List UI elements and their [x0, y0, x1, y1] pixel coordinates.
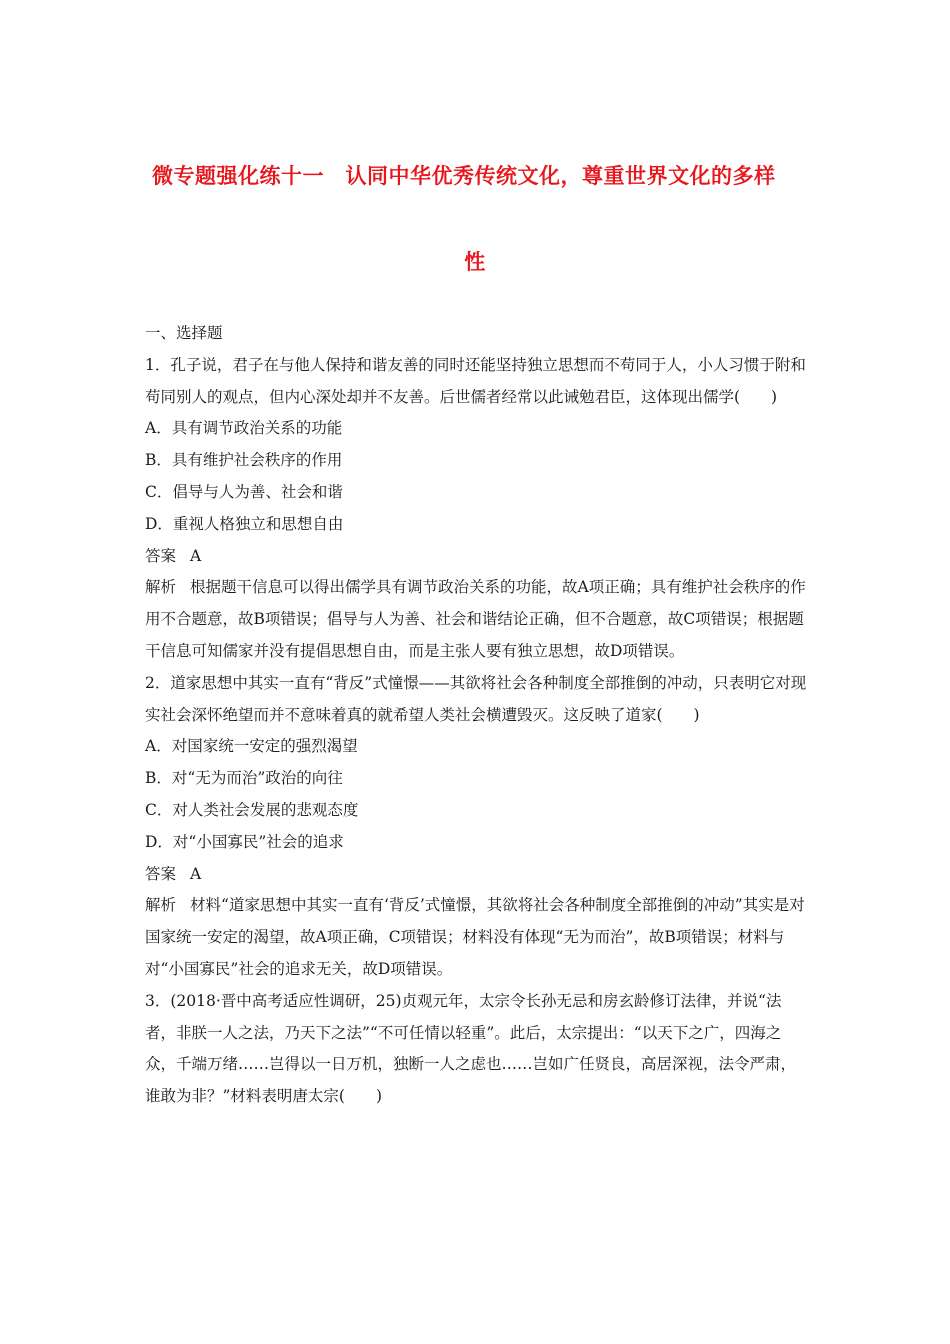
question-2-option-a: A．对国家统一安定的强烈渴望	[145, 737, 358, 756]
answer-label: 答案	[145, 546, 177, 565]
question-2-answer	[145, 859, 810, 891]
question-1-option-d: D．重视人格独立和思想自由	[145, 514, 344, 533]
analysis-label: 解析	[145, 896, 177, 915]
answer-label: 答案	[145, 864, 177, 883]
question-2-analysis	[145, 890, 810, 985]
analysis-text: 材料“道家思想中其实一直有‘背反’式憧憬，其欲将社会各种制度全部推倒的冲动”其实是对国家统一安定的渴望，故A项正确，C项错误；材料没有体现“无为而治”，故B项错误；材料与对“小国寡民”社会的追求无关，故D项错误。	[145, 896, 805, 978]
analysis-text: 根据题干信息可以得出儒学具有调节政治关系的功能，故A项正确；具有维护社会秩序的作用不合题意，故B项错误；倡导与人为善、社会和谐结论正确，但不合题意，故C项错误；根据题干信息可知儒家并没有提倡思想自由，而是主张人要有独立思想，故D项错误。	[145, 578, 806, 660]
question-2-option-b: B．对“无为而治”政治的向往	[145, 769, 343, 788]
answer-value: A	[190, 864, 202, 883]
document-title-line1: 微专题强化练十一 认同中华优秀传统文化，尊重世界文化的多样	[152, 164, 776, 188]
question-3-stem: 3．(2018·晋中高考适应性调研，25)贞观元年，太宗令长孙无忌和房玄龄修订法律，并说“法者，非朕一人之法，乃天下之法”“不可任情以轻重”。此后，太宗提出：“以天下之广，四海之众，千端万绪……岂得以一日万机，独断一人之虑也……岂如广任贤良，高居深视，法令严肃，谁敢为非？”材料表明唐太宗( )	[145, 991, 797, 1106]
question-1-option-a: A．具有调节政治关系的功能	[145, 419, 343, 438]
answer-value: A	[190, 546, 202, 565]
question-1-answer	[145, 541, 810, 573]
document-title-line2: 性	[464, 250, 486, 274]
question-1-stem: 1．孔子说，君子在与他人保持和谐友善的同时还能坚持独立思想而不苟同于人，小人习惯于附和苟同别人的观点，但内心深处却并不友善。后世儒者经常以此诫勉君臣，这体现出儒学( )	[145, 355, 806, 406]
question-2-option-c: C．对人类社会发展的悲观态度	[145, 800, 359, 819]
question-1-analysis	[145, 572, 810, 667]
question-2-stem: 2．道家思想中其实一直有“背反”式憧憬——其欲将社会各种制度全部推倒的冲动，只表明它对现实社会深怀绝望而并不意味着真的就希望人类社会横遭毁灭。这反映了道家( )	[145, 673, 807, 724]
question-1-option-c: C．倡导与人为善、社会和谐	[145, 482, 343, 501]
section-heading: 一、选择题	[145, 324, 223, 342]
document-body	[145, 318, 810, 1113]
question-2-option-d: D．对“小国寡民”社会的追求	[145, 832, 344, 851]
question-1-option-b: B．具有维护社会秩序的作用	[145, 451, 343, 470]
analysis-label: 解析	[145, 578, 177, 597]
